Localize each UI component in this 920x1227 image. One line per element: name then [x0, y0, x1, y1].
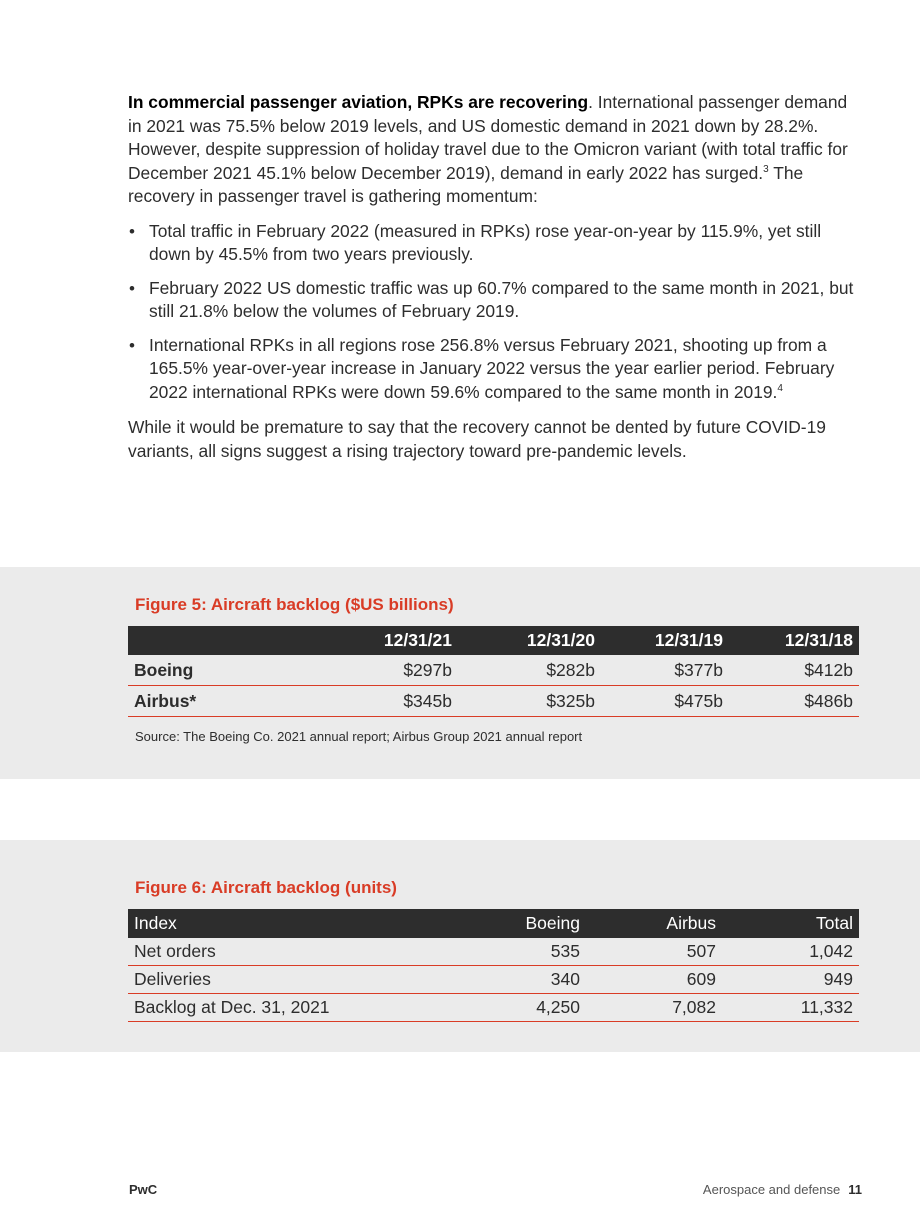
row-label: Net orders [128, 938, 456, 966]
footer-brand: PwC [129, 1182, 158, 1197]
bullet-text: February 2022 US domestic traffic was up 60.7% compared to the same month in 2021, but still 21.8% below the volumes of February 2019. [149, 277, 854, 321]
bullet-item [128, 277, 863, 324]
bullet-text: Total traffic in February 2022 (measured in RPKs) rose year-on-year by 115.9%, yet still down by 45.5% from two years previously. [149, 220, 822, 264]
figure5-title: Figure 5: Aircraft backlog ($US billions) [135, 595, 454, 614]
table-cell: $412b [729, 655, 859, 686]
column-header: 12/31/20 [458, 626, 601, 655]
footer-section-label: Aerospace and defense [702, 1182, 841, 1197]
table-cell: 4,250 [456, 994, 586, 1022]
column-header: Total [722, 909, 859, 938]
footer-section [703, 1182, 862, 1197]
figure6-title: Figure 6: Aircraft backlog (units) [135, 878, 397, 897]
table-cell: $282b [458, 655, 601, 686]
intro-text [128, 91, 863, 463]
footnote-ref: 3 [763, 163, 769, 175]
bullet-icon: • [129, 221, 135, 241]
table-header-row [128, 626, 859, 655]
column-header: Index [128, 909, 456, 938]
table-row [128, 994, 859, 1022]
lead-tail: The recovery in passenger travel is gathering momentum: [128, 162, 804, 206]
figure5-table [128, 626, 859, 717]
table-cell: 1,042 [722, 938, 859, 966]
column-header: 12/31/18 [729, 626, 859, 655]
row-label: Backlog at Dec. 31, 2021 [128, 994, 456, 1022]
table-cell: 11,332 [722, 994, 859, 1022]
table-row [128, 655, 859, 686]
table-cell: 609 [586, 966, 722, 994]
table-header-row [128, 909, 859, 938]
figure6-table [128, 909, 859, 1022]
bullet-list [128, 220, 863, 405]
bullet-item [128, 334, 863, 405]
table-cell: 535 [456, 938, 586, 966]
page-number: 11 [848, 1182, 862, 1197]
table-row [128, 686, 859, 717]
row-label: Boeing [128, 655, 331, 686]
bullet-icon: • [129, 278, 135, 298]
table-cell: $475b [601, 686, 729, 717]
table-cell: $486b [729, 686, 859, 717]
intro-paragraph [128, 91, 863, 209]
lead-bold: In commercial passenger aviation, RPKs are recovering [128, 92, 589, 112]
table-cell: 507 [586, 938, 722, 966]
table-row [128, 938, 859, 966]
table-cell: $297b [331, 655, 458, 686]
table-cell: 340 [456, 966, 586, 994]
column-header: 12/31/21 [331, 626, 458, 655]
column-header: Boeing [456, 909, 586, 938]
bullet-text: International RPKs in all regions rose 256.8% versus February 2021, shooting up from a 165.5% year-over-year increase in January 2022 versus the year earlier period. February 2022 international RPKs were down 59.6% compared to the same month in 2019. [149, 334, 835, 402]
column-header [128, 626, 331, 655]
table-cell: $377b [601, 655, 729, 686]
bullet-icon: • [129, 335, 135, 355]
row-label: Deliveries [128, 966, 456, 994]
bullet-item [128, 220, 863, 267]
table-cell: $345b [331, 686, 458, 717]
closing-paragraph: While it would be premature to say that the recovery cannot be dented by future COVID-19 variants, all signs suggest a rising trajectory toward pre-pandemic levels. [128, 417, 826, 461]
table-cell: $325b [458, 686, 601, 717]
column-header: 12/31/19 [601, 626, 729, 655]
footnote-ref: 4 [777, 382, 783, 394]
table-cell: 949 [722, 966, 859, 994]
figure5-source: Source: The Boeing Co. 2021 annual report; Airbus Group 2021 annual report [135, 729, 583, 744]
row-label: Airbus* [128, 686, 331, 717]
column-header: Airbus [586, 909, 722, 938]
table-row [128, 966, 859, 994]
lead-rest: . International passenger demand in 2021 was 75.5% below 2019 levels, and US domestic demand in 2021 down by 28.2%. However, despite suppression of holiday travel due to the Omicron variant (with total traffic for December 2021 45.1% below December 2019), demand in early 2022 has surged. [128, 92, 848, 183]
table-cell: 7,082 [586, 994, 722, 1022]
